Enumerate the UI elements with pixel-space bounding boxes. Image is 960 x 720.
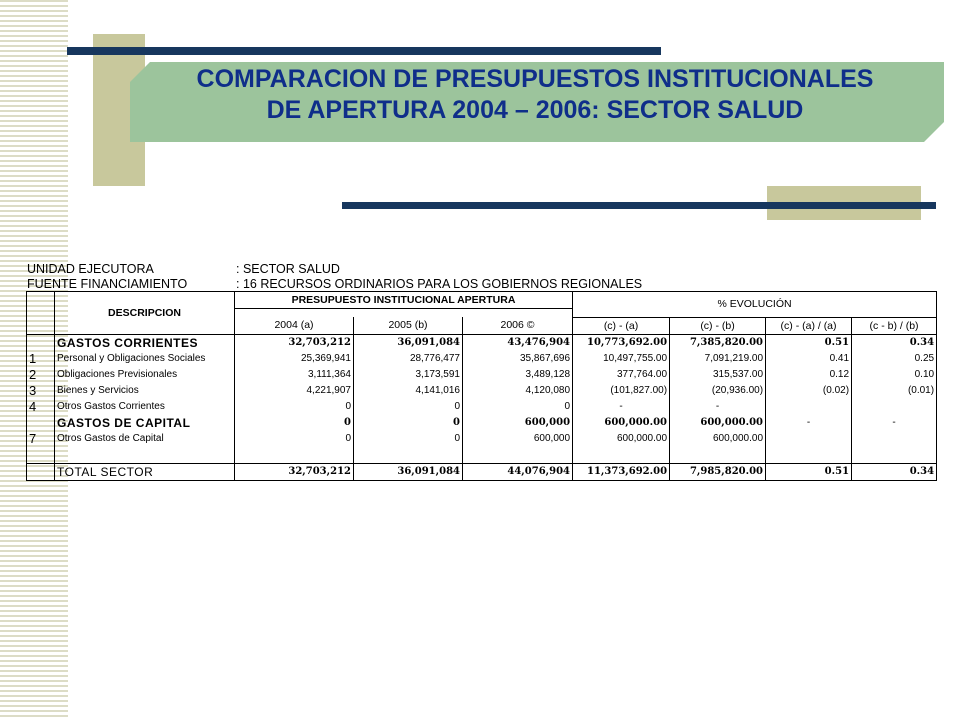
table-row: 3 Bienes y Servicios 4,221,907 4,141,016 4,120,080 (101,827.00) (20,936.00) (0.02) (0.01) <box>27 383 937 399</box>
col-ratio-b: (c - b) / (b) <box>852 317 937 334</box>
fuente-label: FUENTE FINANCIAMIENTO <box>27 277 188 291</box>
unidad-label: UNIDAD EJECUTORA <box>27 262 154 276</box>
title-line-2: DE APERTURA 2004 – 2006: SECTOR SALUD <box>266 96 804 124</box>
table-row: 1 Personal y Obligaciones Sociales 25,369,941 28,776,477 35,867,696 10,497,755.00 7,091,219.00 0.41 0.25 <box>27 351 937 367</box>
header-index-cell <box>27 292 55 335</box>
decorative-navy-line-bottom <box>342 202 936 209</box>
unidad-ejecutora-row <box>27 262 340 276</box>
table-row: 2 Obligaciones Previsionales 3,111,364 3,173,591 3,489,128 377,764.00 315,537.00 0.12 0.10 <box>27 367 937 383</box>
header-descripcion: DESCRIPCION <box>55 292 235 335</box>
fuente-value: : 16 RECURSOS ORDINARIOS PARA LOS GOBIERNOS REGIONALES <box>236 277 643 291</box>
header-presupuesto: PRESUPUESTO INSTITUCIONAL APERTURA <box>235 292 573 309</box>
slide-title <box>150 64 920 126</box>
col-2006: 2006 © <box>463 317 573 334</box>
table-row: 7 Otros Gastos de Capital 0 0 600,000 600,000.00 600,000.00 <box>27 431 937 447</box>
fuente-financiamiento-row <box>27 277 643 291</box>
budget-table <box>26 291 937 481</box>
header-evolucion: % EVOLUCIÓN <box>573 292 937 318</box>
col-ratio-a: (c) - (a) / (a) <box>766 317 852 334</box>
col-c-minus-b: (c) - (b) <box>670 317 766 334</box>
col-2005: 2005 (b) <box>354 317 463 334</box>
table-row: 4 Otros Gastos Corrientes 0 0 0 - - <box>27 399 937 415</box>
decorative-navy-line-top <box>67 47 661 55</box>
table-row: GASTOS DE CAPITAL 0 0 600,000 600,000.00 600,000.00 - - <box>27 415 937 431</box>
unidad-value: : SECTOR SALUD <box>236 262 340 276</box>
title-line-1: COMPARACION DE PRESUPUESTOS INSTITUCIONALES <box>196 65 874 93</box>
table-row-total: TOTAL SECTOR 32,703,212 36,091,084 44,076,904 11,373,692.00 7,985,820.00 0.51 0.34 <box>27 463 937 480</box>
table-row: GASTOS CORRIENTES 32,703,212 36,091,084 43,476,904 10,773,692.00 7,385,820.00 0.51 0.34 <box>27 334 937 351</box>
col-2004: 2004 (a) <box>235 317 354 334</box>
col-c-minus-a: (c) - (a) <box>573 317 670 334</box>
table-row-blank <box>27 447 937 464</box>
